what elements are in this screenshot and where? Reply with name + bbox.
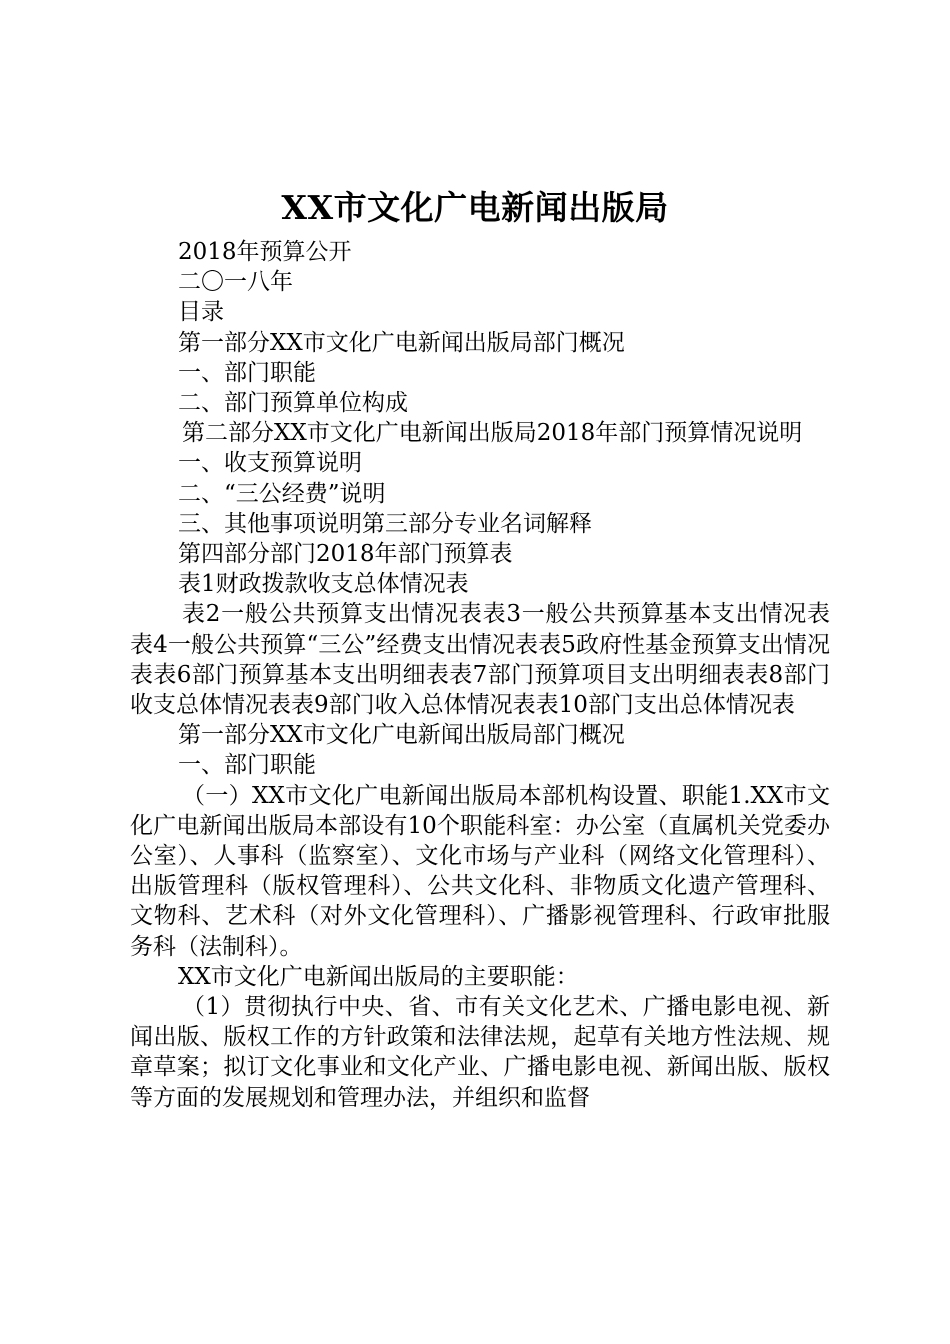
toc-item-other-matters: 三、其他事项说明第三部分专业名词解释 [178,510,592,537]
document-body [130,237,830,1113]
toc-item-part-four: 第四部分部门2018年部门预算表 [178,541,513,568]
toc-item-units: 二、部门预算单位构成 [178,390,408,417]
paragraph-organization: （一）XX市文化广电新闻出版局本部机构设置、职能1.XX市文化广电新闻出版局本部设有10个职能科室：办公室（直属机关党委办公室）、人事科（监察室）、文化市场与产业科（网络文化管理科）、出版管理科（版权管理科）、公共文化科、非物质文化遗产管理科、文物科、艺术科（对外文化管理科）、广播影视管理科、行政审批服务科（法制科）。 [130,782,830,960]
toc-item-functions: 一、部门职能 [178,359,316,386]
toc-item-budget-explanation: 一、收支预算说明 [178,450,362,477]
toc-item-part-one: 第一部分XX市文化广电新闻出版局部门概况 [178,329,625,356]
section-heading-part-one: 第一部分XX市文化广电新闻出版局部门概况 [178,722,625,749]
paragraph-main-functions-intro: XX市文化广电新闻出版局的主要职能： [178,963,579,990]
toc-item-three-public-expenses: 二、“三公经费”说明 [178,480,386,507]
toc-item-part-two: 第二部分XX市文化广电新闻出版局2018年部门预算情况说明 [182,420,803,447]
toc-item-tables-2-10: 表2一般公共预算支出情况表表3一般公共预算基本支出情况表表4一般公共预算“三公”经费支出情况表表5政府性基金预算支出情况表表6部门预算基本支出明细表表7部门预算项目支出明细表表8部门收支总体情况表表9部门收入总体情况表表10部门支出总体情况表 [130,601,830,719]
paragraph-year: 二〇一八年 [178,269,293,296]
document-title: XX市文化广电新闻出版局 [281,188,669,227]
paragraph-function-1: （1）贯彻执行中央、省、市有关文化艺术、广播电影电视、新闻出版、版权工作的方针政策和法律法规，起草有关地方性法规、规章草案；拟订文化事业和文化产业、广播电影电视、新闻出版、版权等方面的发展规划和管理办法，并组织和监督 [130,994,830,1111]
paragraph-budget-disclosure: 2018年预算公开 [178,239,352,265]
paragraph-toc-heading: 目录 [178,299,224,326]
toc-item-table-1: 表1财政拨款收支总体情况表 [178,571,469,598]
section-heading-functions: 一、部门职能 [178,752,316,779]
